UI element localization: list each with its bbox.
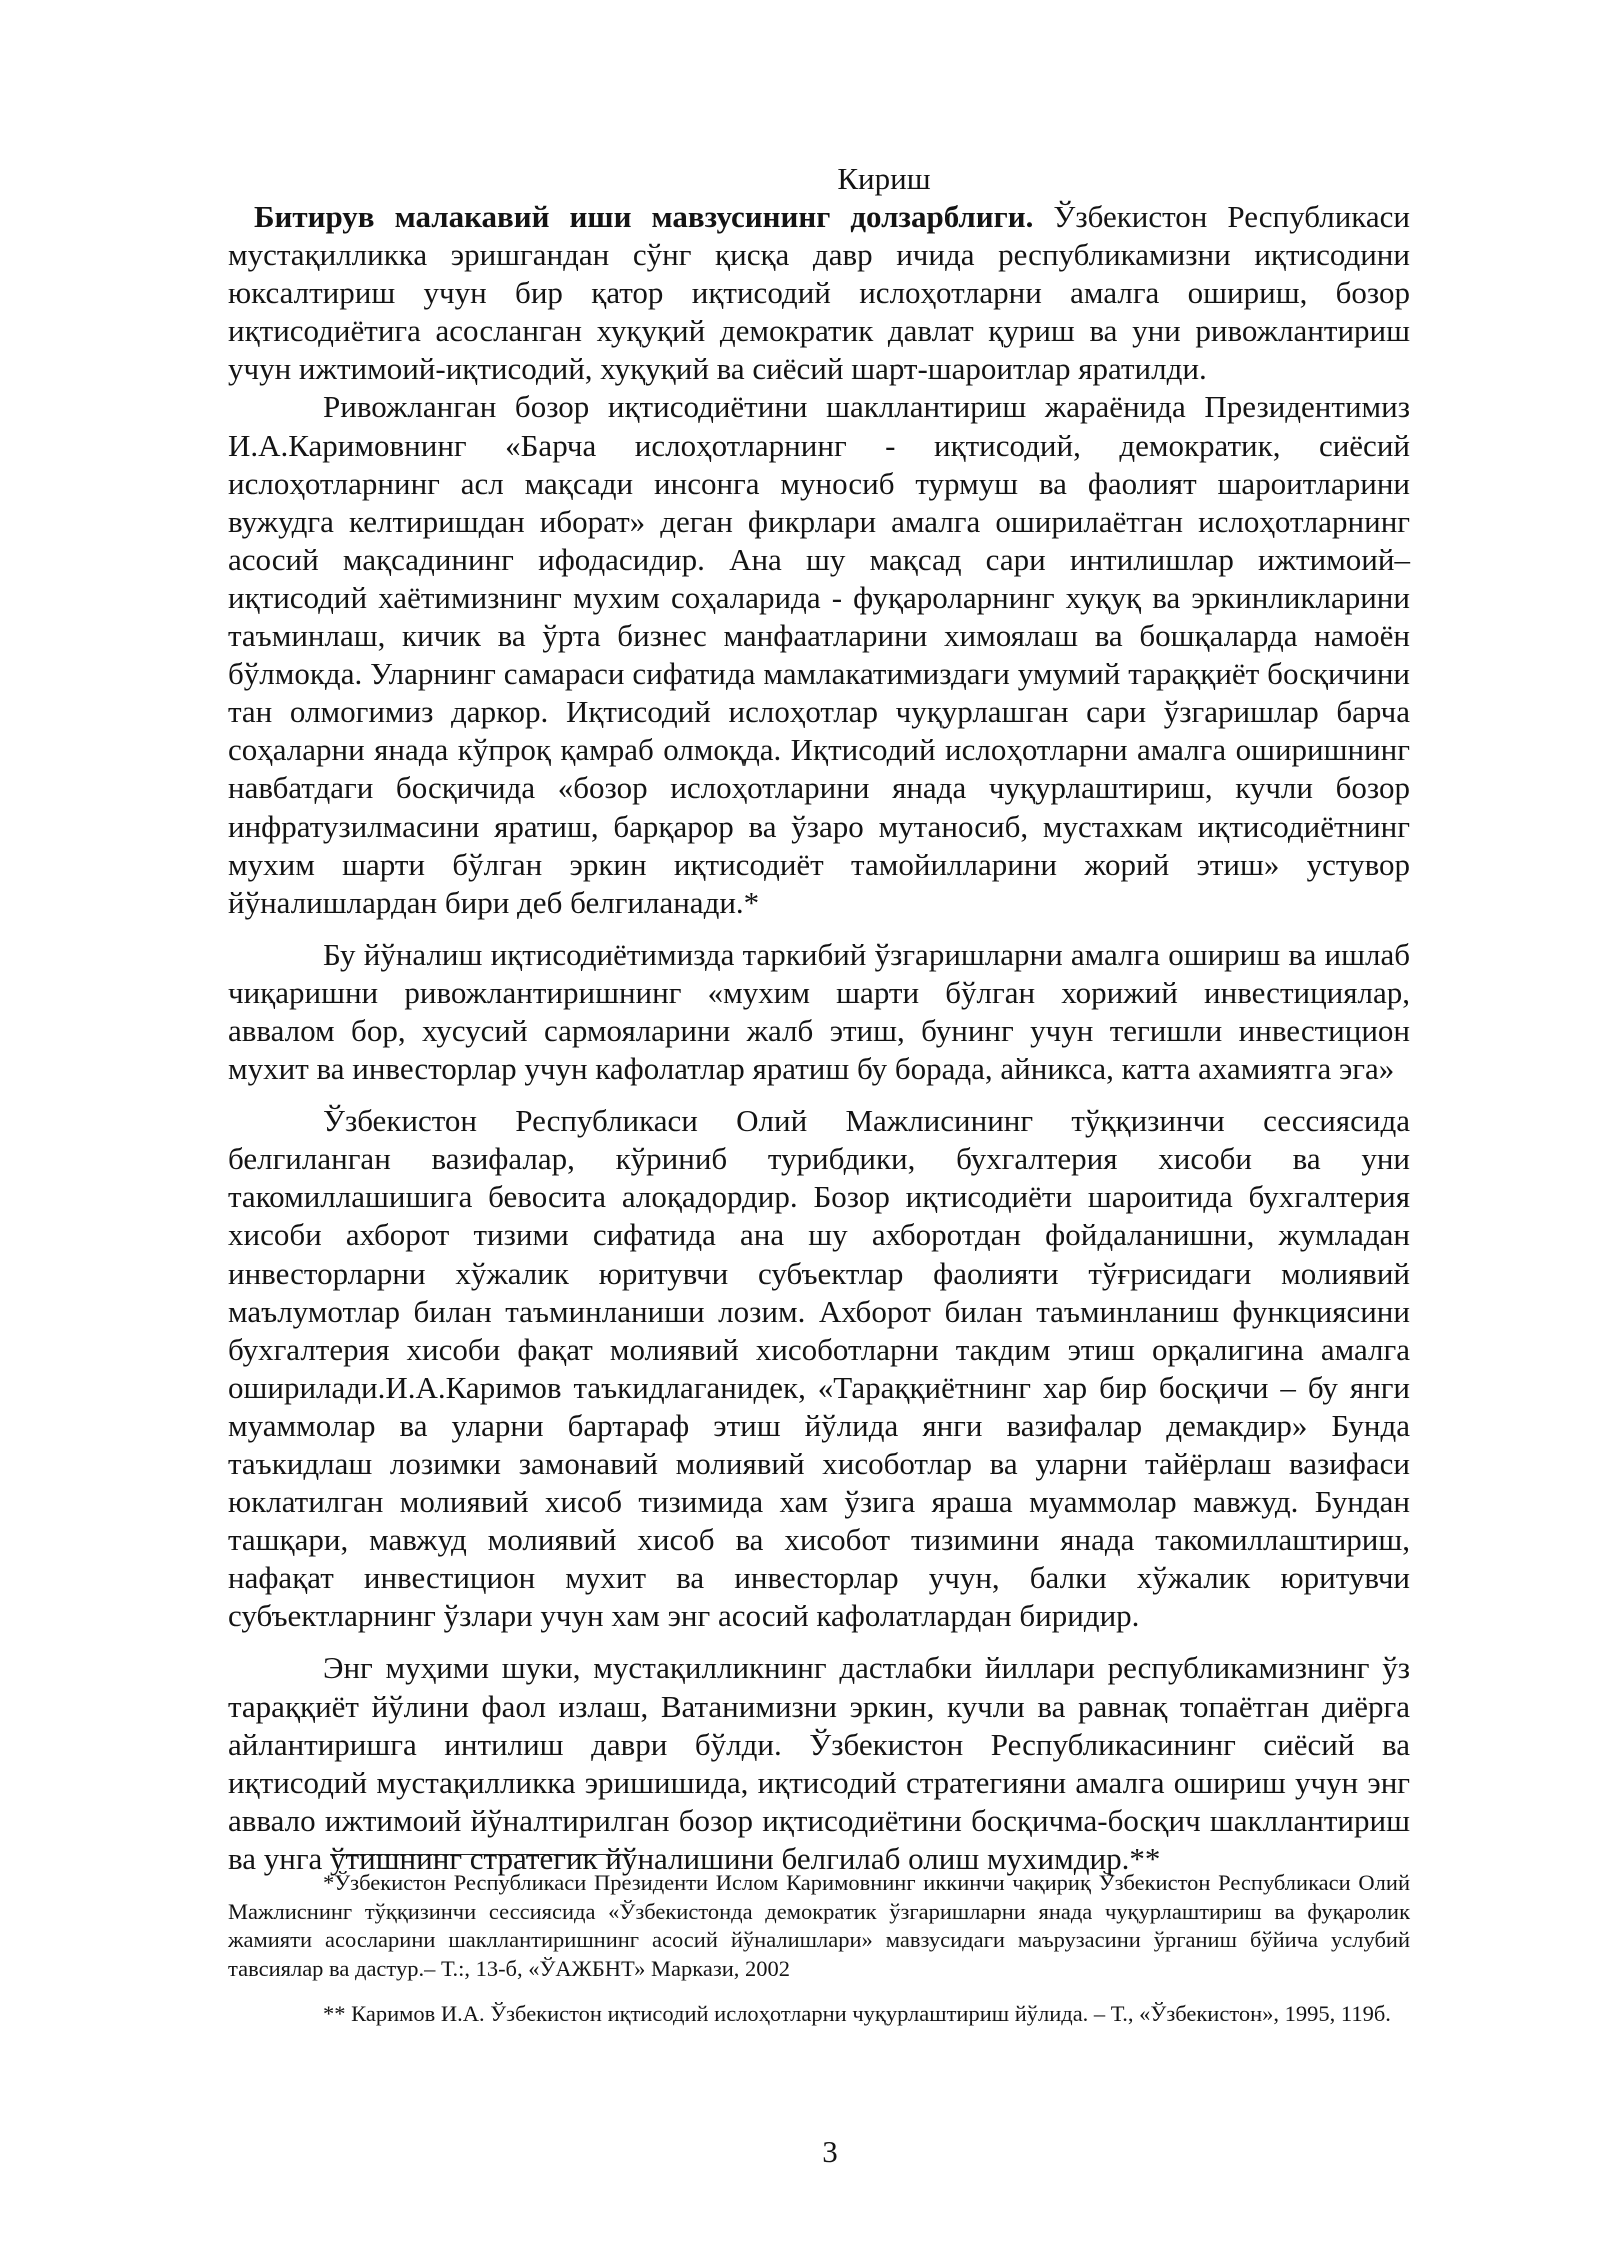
paragraph-4: Энг муҳими шуки, мустақилликнинг дастлабки йиллари республикамизнинг ўз тараққиёт йўлини фаол излаш, Ватанимизни эркин, кучли ва равнақ топаётган диёрга айлантиришга интилиш даври бўлди. Ўзбекистон Республикасининг сиёсий ва иқтисодий мустақилликка эришишида, иқтисодий стратегияни амалга ошириш учун энг аввало ижтимоий йўналтирилган бозор иқтисодиётини босқичма-босқич шакллантириш ва унга ўтишнинг стратегик йўналишини белгилаб олиш мухимдир.** [228, 1650, 1410, 1876]
paragraph-2: Бу йўналиш иқтисодиётимизда таркибий ўзгаришларни амалга ошириш ва ишлаб чиқаришни ривожлантиришнинг «мухим шарти бўлган хорижий инвестициялар, аввалом бор, хусусий сармояларини жалб этиш, бунинг учун тегишли инвестицион мухит ва инвесторлар учун кафолатлар яратиш бу борада, айникса, катта ахамиятга эга» [228, 936, 1410, 1087]
paragraph-1: Ривожланган бозор иқтисодиётини шакллантириш жараёнида Президентимиз И.А.Каримовнинг «Барча ислоҳотларнинг - иқтисодий, демократик, сиёсий ислоҳотларнинг асл мақсади инсонга муносиб турмуш ва фаолият шароитларини вужудга келтиришдан иборат» деган фикрлари амалга оширилаётган ислоҳотларнинг асосий мақсадининг ифодасидир. Ана шу мақсад сари интилишлар ижтимоий–иқтисодий хаётимизнинг мухим соҳаларида - фуқароларнинг хуқуқ ва эркинликларини таъминлаш, кичик ва ўрта бизнес манфаатларини химоялаш ва бошқаларда намоён бўлмокда. Уларнинг самараси сифатида мамлакатимиздаги умумий тараққиёт босқичини тан олмогимиз даркор. Иқтисодий ислоҳотлар чуқурлашган сари ўзгаришлар барча соҳаларни янада кўпроқ қамраб олмоқда. Иқтисодий ислоҳотларни амалга оширишнинг навбатдаги босқичида «бозор ислоҳотларини янада чуқурлаштириш, кучли бозор инфратузилмасини яратиш, барқарор ва ўзаро мутаносиб, мустахкам иқтисодиётнинг мухим шарти бўлган эркин иқтисодиёт тамойилларини жорий этиш» устувор йўналишлардан бири деб белгиланади.* [228, 389, 1410, 920]
footnote-1: *Ўзбекистон Республикаси Президенти Ислом Каримовнинг иккинчи чақириқ Ўзбекистон Республикаси Олий Мажлиснинг тўққизинчи сессиясида «Ўзбекистонда демократик ўзгаришларни янада чуқурлаштириш ва фуқаролик жамияти асосларини шакллантиришнинг асосий йўналишлари» мавзусидаги маърузасини ўрганиш бўйича услубий тавсиялар ва дастур.– Т.:, 13-б, «ЎАЖБНТ» Маркази, 2002 [228, 1870, 1410, 1981]
footnotes [228, 1869, 1410, 2029]
intro-paragraph [228, 198, 1410, 388]
section-heading: Кириш [837, 161, 931, 196]
footnote-2: ** Каримов И.А. Ўзбекистон иқтисодий ислоҳотларни чуқурлаштириш йўлида. – Т., «Ўзбекистон», 1995, 119б. [323, 2001, 1391, 2026]
document-body [228, 160, 1410, 1878]
intro-text: Ўзбекистон Республикаси мустақилликка эришгандан сўнг қисқа давр ичида республикамизни иқтисодини юксалтириш учун бир қатор иқтисодий ислоҳотларни амалга ошириш, бозор иқтисодиётига асосланган хуқуқий демократик давлат қуриш ва уни ривожлантириш учун ижтимоий-иқтисодий, хуқуқий ва сиёсий шарт-шароитлар яратилди. [228, 199, 1410, 387]
page-number: 3 [822, 2134, 838, 2169]
paragraph-3: Ўзбекистон Республикаси Олий Мажлисининг тўққизинчи сессиясида белгиланган вазифалар, кўриниб турибдики, бухгалтерия хисоби ва уни такомиллашишига бевосита алоқадордир. Бозор иқтисодиёти шароитида бухгалтерия хисоби ахборот тизими сифатида ана шу ахборотдан фойдаланишни, жумладан инвесторларни хўжалик юритувчи субъектлар фаолияти тўғрисидаги молиявий маълумотлар билан таъминланиши лозим. Ахборот билан таъминланиш функциясини бухгалтерия хисоби фақат молиявий хисоботларни такдим этиш орқалигина амалга оширилади.И.А.Каримов таъкидлаганидек, «Тараққиётнинг хар бир босқичи – бу янги муаммолар ва уларни бартараф этиш йўлида янги вазифалар демакдир» Бунда таъкидлаш лозимки замонавий молиявий хисоботлар ва уларни тайёрлаш вазифаси юклатилган молиявий хисоб тизимида хам ўзига яраша муаммолар мавжуд. Бундан ташқари, мавжуд молиявий хисоб ва хисобот тизимини янада такомиллаштириш, нафақат инвестицион мухит ва инвесторлар учун, балки хўжалик юритувчи субъектларнинг ўзлари учун хам энг асосий кафолатлардан биридир. [228, 1103, 1410, 1634]
footnote-separator [330, 1854, 630, 1855]
intro-bold-lead: Битирув малакавий иши мавзусининг долзарблиги. [254, 199, 1034, 234]
